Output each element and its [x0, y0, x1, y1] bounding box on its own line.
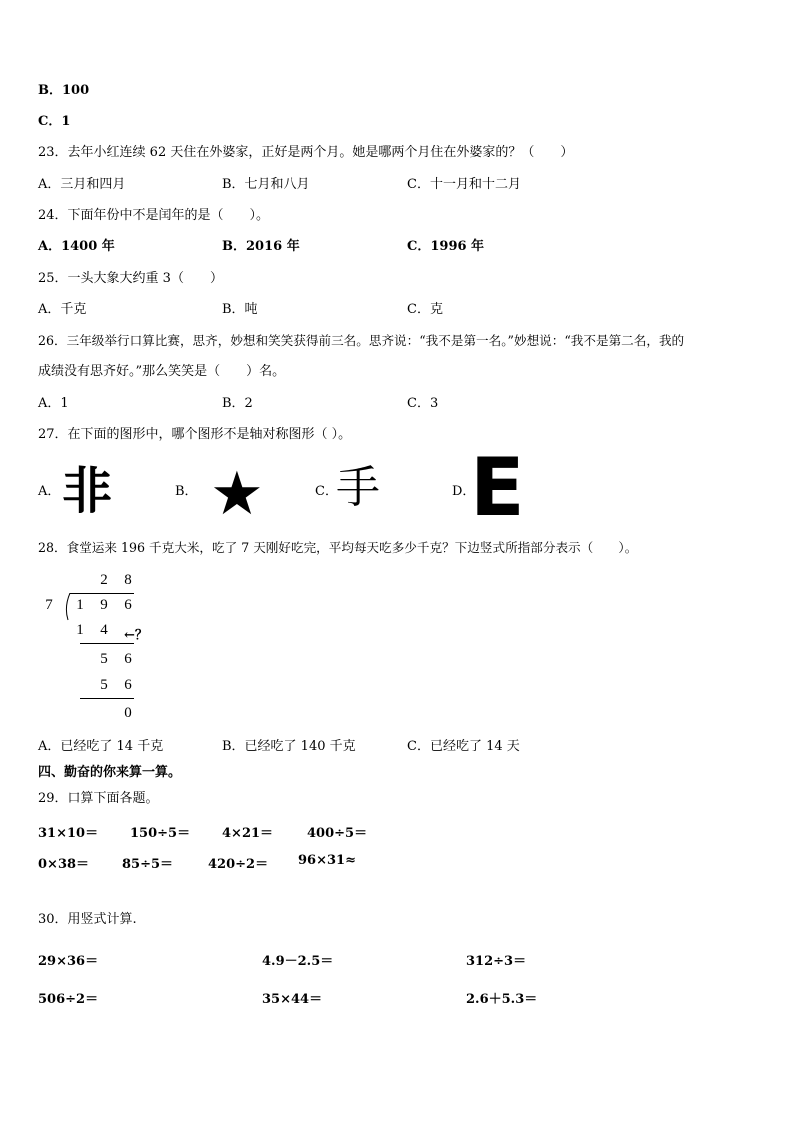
q25-option-c: C．克: [407, 302, 443, 317]
section-4-title: 四、勤奋的你来算一算。: [38, 765, 182, 780]
vertical-calc-item: 312÷3＝: [466, 954, 527, 969]
q23-option-a: A．三月和四月: [38, 177, 126, 192]
star-icon: ★: [210, 459, 264, 529]
question-27: 27．在下面的图形中，哪个图形不是轴对称图形（ ）。: [38, 427, 352, 442]
figure-shou-character: 手: [336, 462, 380, 513]
step2-digit: 5: [100, 651, 108, 667]
q24-option-a: A．1400 年: [38, 239, 115, 254]
pointer-arrow-icon: ←？: [124, 628, 148, 643]
dividend-digit: 6: [124, 597, 132, 613]
question-26-line-2: 成绩没有思齐好。”那么笑笑是（ ）名。: [38, 364, 286, 379]
q27-option-a-label: A．: [38, 484, 61, 499]
q27-option-d-label: D．: [452, 484, 476, 499]
q23-option-c: C．十一月和十二月: [407, 177, 521, 192]
mental-calc-item: 96×31≈: [298, 853, 356, 868]
question-28: 28．食堂运来 196 千克大米，吃了 7 天刚好吃完，平均每天吃多少千克？下边竖式所指部分表示（ ）。: [38, 540, 638, 555]
remainder: 0: [124, 705, 132, 721]
subtraction-line: [80, 643, 134, 644]
quotient-digit: 2: [100, 572, 108, 588]
q27-option-b-label: B．: [175, 484, 198, 499]
q28-option-c: C．已经吃了 14 天: [407, 739, 520, 754]
subtraction-line: [80, 698, 134, 699]
divisor: 7: [45, 597, 53, 613]
step2-digit: 6: [124, 651, 132, 667]
q26-option-b: B．2: [222, 396, 253, 411]
q27-option-c-label: C．: [315, 484, 338, 499]
mental-calc-item: 150÷5＝: [130, 826, 191, 841]
step1-digit: 4: [100, 622, 108, 638]
division-bar: [70, 593, 134, 594]
q25-option-a: A．千克: [38, 302, 87, 317]
vertical-calc-item: 35×44＝: [262, 992, 323, 1007]
q28-option-b: B．已经吃了 140 千克: [222, 739, 356, 754]
option-b-prev: B．100: [38, 83, 90, 98]
q28-option-a: A．已经吃了 14 千克: [38, 739, 164, 754]
q25-option-b: B．吨: [222, 302, 258, 317]
option-c-prev: C．1: [38, 114, 71, 129]
figure-letter-e: E: [470, 441, 525, 534]
mental-calc-item: 4×21＝: [222, 826, 274, 841]
vertical-calc-item: 29×36＝: [38, 954, 99, 969]
q26-option-a: A．1: [38, 396, 69, 411]
step3-digit: 5: [100, 677, 108, 693]
question-25: 25．一头大象大约重 3（ ）: [38, 271, 223, 286]
vertical-calc-item: 4.9－2.5＝: [262, 954, 334, 969]
step3-digit: 6: [124, 677, 132, 693]
figure-fei-character: 非: [62, 462, 112, 520]
q24-option-c: C．1996 年: [407, 239, 485, 254]
mental-calc-item: 420÷2＝: [208, 857, 269, 872]
question-29: 29．口算下面各题。: [38, 791, 159, 806]
q23-option-b: B．七月和八月: [222, 177, 310, 192]
question-23: 23．去年小红连续 62 天住在外婆家，正好是两个月。她是哪两个月住在外婆家的？（ ）: [38, 145, 574, 160]
mental-calc-item: 31×10＝: [38, 826, 99, 841]
dividend-digit: 1: [76, 597, 84, 613]
question-26-line-1: 26．三年级举行口算比赛，思齐，妙想和笑笑获得前三名。思齐说：“我不是第一名。”妙想说：“我不是第二名，我的: [38, 333, 685, 348]
quotient-digit: 8: [124, 572, 132, 588]
vertical-calc-item: 2.6＋5.3＝: [466, 992, 538, 1007]
q26-option-c: C．3: [407, 396, 439, 411]
question-30: 30．用竖式计算.: [38, 912, 137, 927]
question-24: 24．下面年份中不是闰年的是（ ）。: [38, 208, 270, 223]
mental-calc-item: 0×38＝: [38, 857, 90, 872]
vertical-calc-item: 506÷2＝: [38, 992, 99, 1007]
mental-calc-item: 85÷5＝: [122, 857, 174, 872]
step1-digit: 1: [76, 622, 84, 638]
mental-calc-item: 400÷5＝: [307, 826, 368, 841]
q24-option-b: B．2016 年: [222, 239, 300, 254]
dividend-digit: 9: [100, 597, 108, 613]
